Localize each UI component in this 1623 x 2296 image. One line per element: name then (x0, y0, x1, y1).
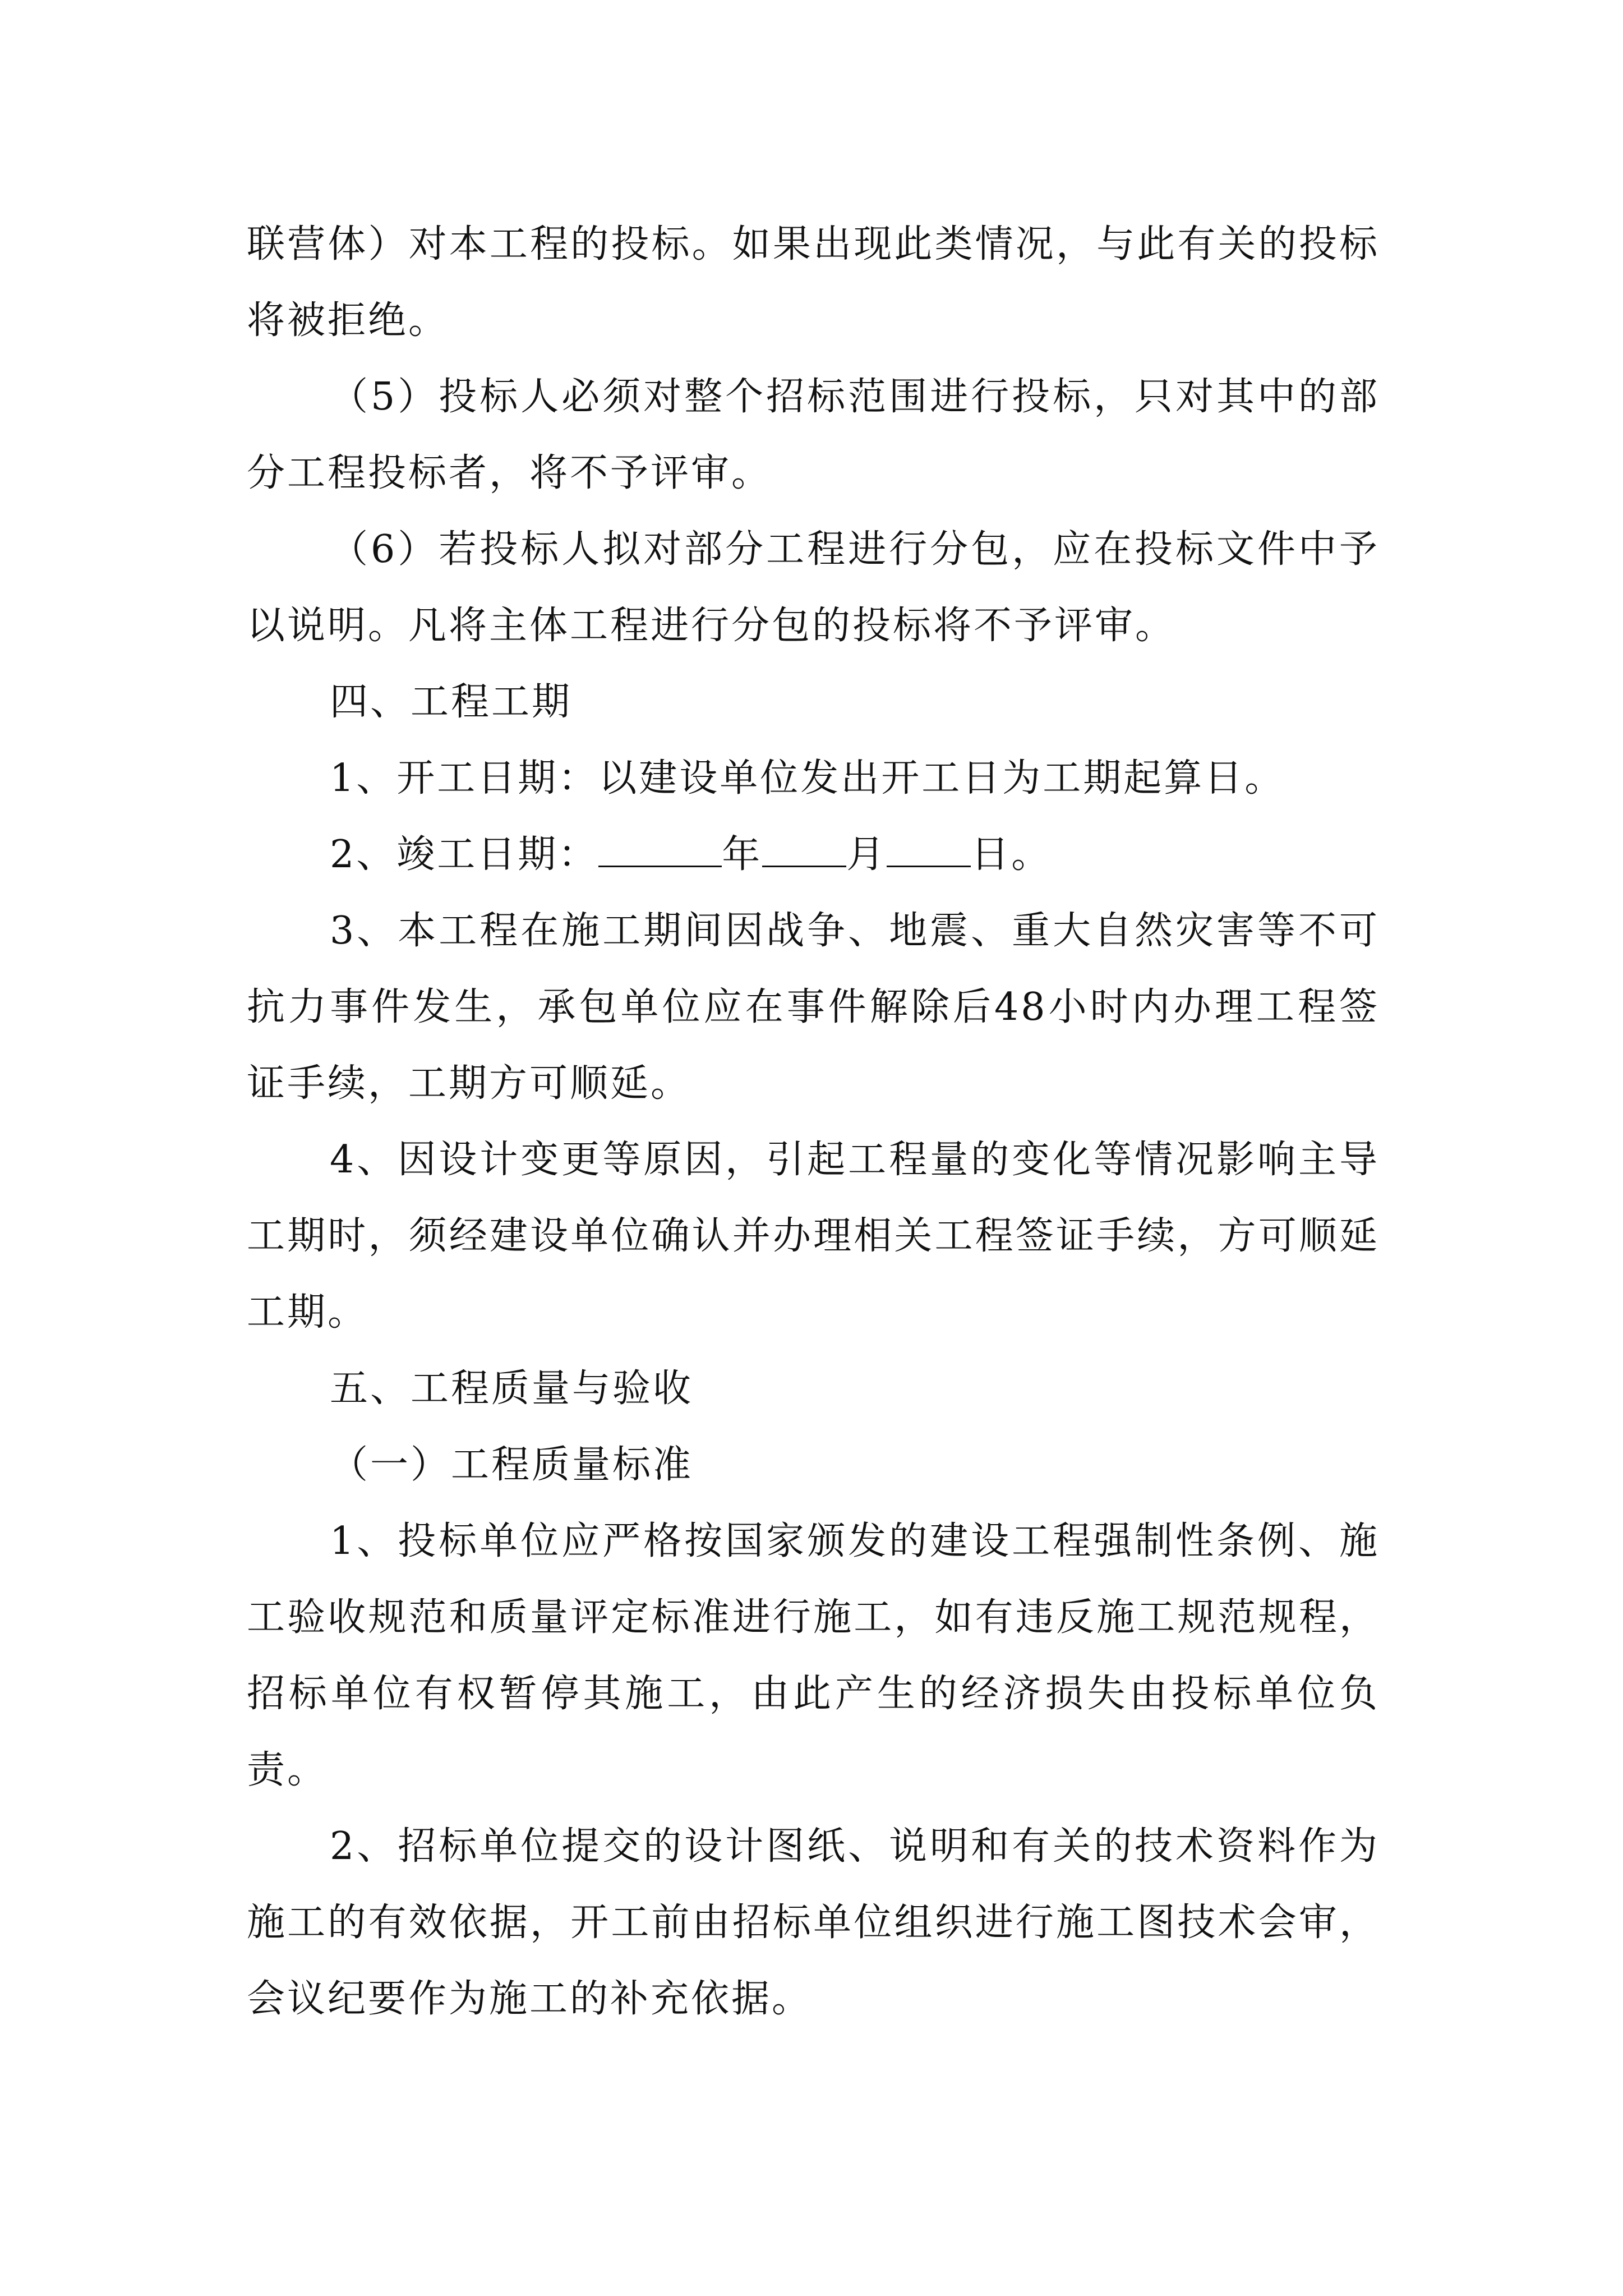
completion-date-label: 2、竣工日期： (330, 832, 599, 877)
day-blank (887, 826, 971, 867)
section-heading-quality: 五、工程质量与验收 (330, 1366, 694, 1411)
month-blank (762, 826, 846, 867)
day-label: 日。 (971, 832, 1052, 877)
paragraph-item-5: （5）投标人必须对整个招标范围进行投标，只对其中的部分工程投标者，将不予评审。 (247, 375, 1380, 495)
paragraph-force-majeure: 3、本工程在施工期间因战争、地震、重大自然灾害等不可抗力事件发生，承包单位应在事件解除后48小时内办理工程签证手续，工期方可顺延。 (247, 909, 1380, 1106)
paragraph-quality-2: 2、招标单位提交的设计图纸、说明和有关的技术资料作为施工的有效依据，开工前由招标单位组织进行施工图技术会审，会议纪要作为施工的补充依据。 (247, 1824, 1380, 2021)
paragraph-completion-date (247, 817, 1380, 893)
body-text (247, 206, 1380, 2037)
paragraph-item-6: （6）若投标人拟对部分工程进行分包，应在投标文件中予以说明。凡将主体工程进行分包的投标将不予评审。 (247, 527, 1380, 648)
section-heading-schedule: 四、工程工期 (330, 680, 573, 724)
year-blank (598, 826, 722, 867)
paragraph-design-change: 4、因设计变更等原因，引起工程量的变化等情况影响主导工期时，须经建设单位确认并办理相关工程签证手续，方可顺延工期。 (247, 1138, 1380, 1335)
subsection-heading-quality-standard: （一）工程质量标准 (330, 1443, 694, 1487)
paragraph-quality-1: 1、投标单位应严格按国家颁发的建设工程强制性条例、施工验收规范和质量评定标准进行施工，如有违反施工规范规程，招标单位有权暂停其施工，由此产生的经济损失由投标单位负责。 (247, 1519, 1380, 1792)
paragraph-start-date: 1、开工日期：以建设单位发出开工日为工期起算日。 (330, 756, 1285, 800)
year-label: 年 (722, 832, 763, 877)
paragraph-continued: 联营体）对本工程的投标。如果出现此类情况，与此有关的投标将被拒绝。 (247, 222, 1380, 343)
month-label: 月 (846, 832, 887, 877)
